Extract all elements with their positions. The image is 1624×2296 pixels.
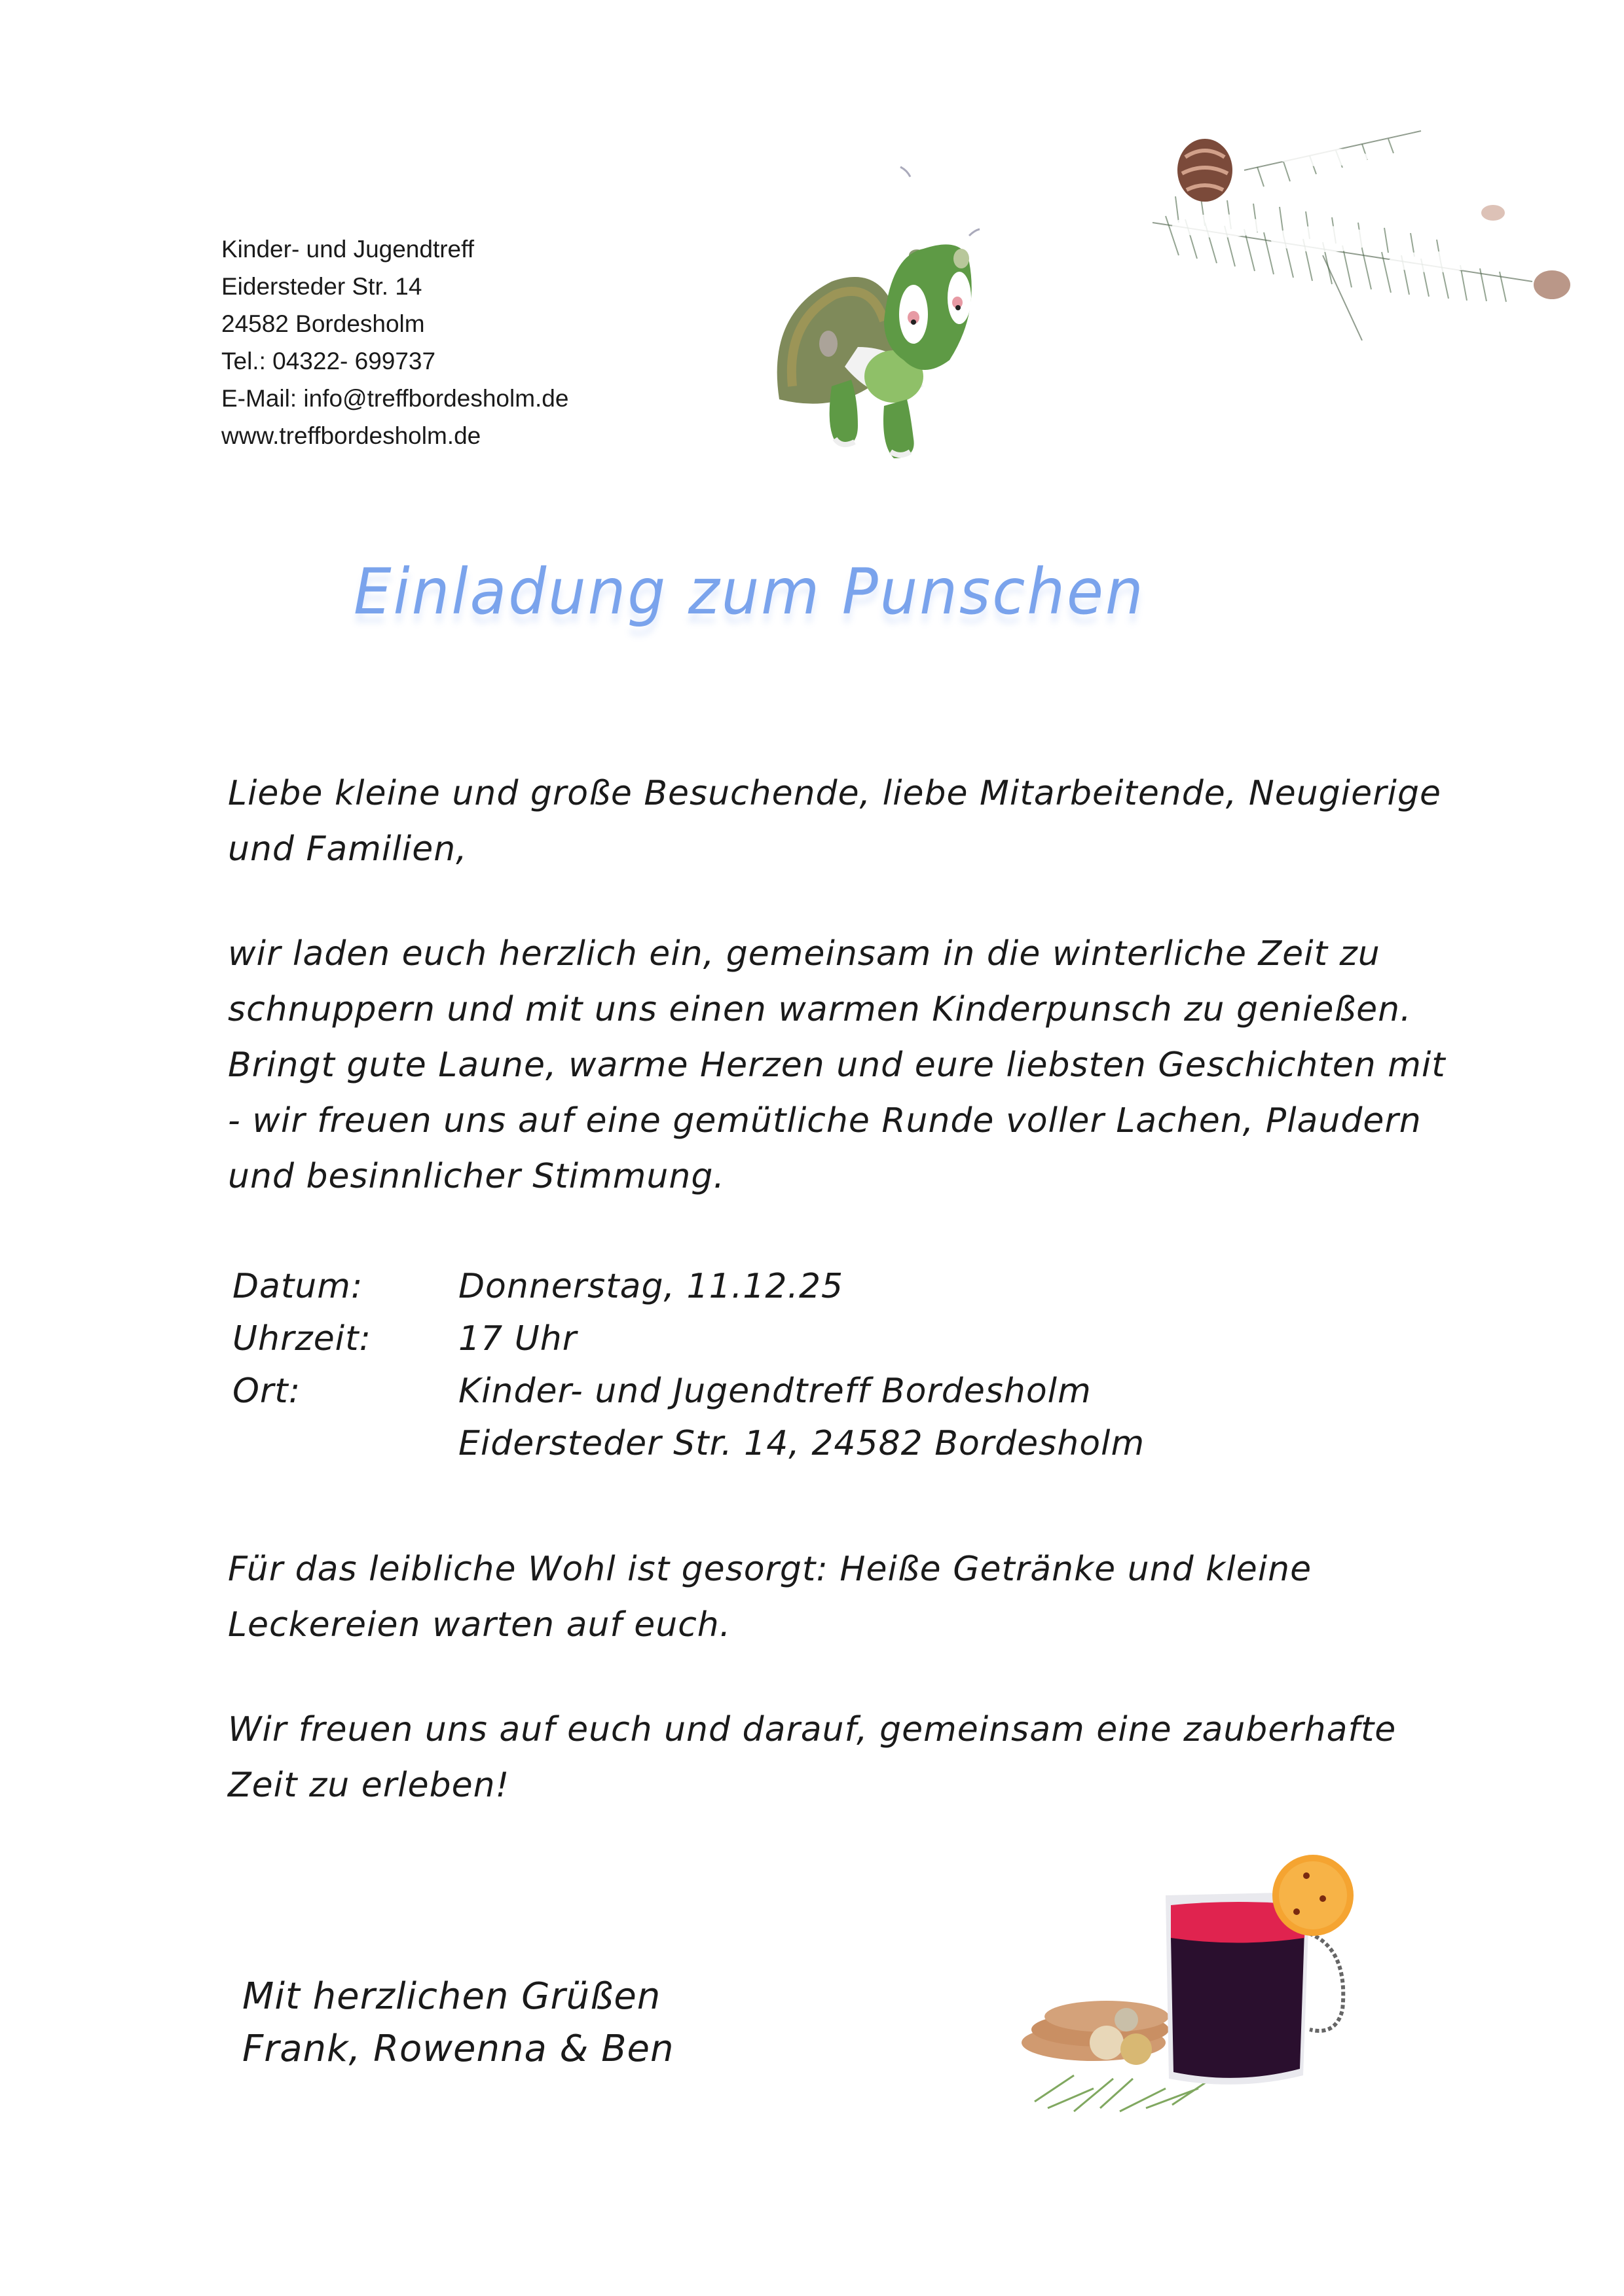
place-label: Ort:	[232, 1372, 301, 1411]
salutation: Mit herzlichen Grüßen	[242, 1975, 661, 2018]
time-label: Uhrzeit:	[232, 1319, 372, 1358]
detail-place-address	[232, 1417, 1145, 1470]
outro-line: Wir freuen uns auf euch und darauf, gemeinsam eine zauberhafte	[228, 1710, 1397, 1749]
intro-line: schnuppern und mit uns einen warmen Kinderpunsch zu genießen.	[228, 990, 1412, 1029]
intro-line: wir laden euch herzlich ein, gemeinsam in die winterliche Zeit zu	[228, 934, 1380, 974]
event-details	[232, 1260, 1145, 1470]
catering-paragraph	[228, 1542, 1312, 1653]
detail-place	[232, 1365, 1145, 1417]
place-value-name: Kinder- und Jugendtreff Bordesholm	[458, 1372, 1092, 1411]
sender-phone: Tel.: 04322- 699737	[221, 348, 436, 374]
spacer	[232, 1417, 458, 1470]
sender-street: Eidersteder Str. 14	[221, 273, 422, 300]
detail-time	[232, 1313, 1145, 1365]
fir-branch-icon	[1126, 105, 1585, 354]
closing-block	[242, 1971, 674, 2075]
greeting-line: und Familien,	[228, 829, 468, 869]
catering-line: Leckereien warten auf euch.	[228, 1605, 731, 1645]
sender-city: 24582 Bordesholm	[221, 310, 425, 337]
catering-line: Für das leibliche Wohl ist gesorgt: Heiße Getränke und kleine	[228, 1550, 1312, 1589]
date-label: Datum:	[232, 1267, 363, 1306]
greeting-paragraph	[228, 766, 1441, 877]
greeting-line: Liebe kleine und große Besuchende, liebe Mitarbeitende, Neugierige	[228, 774, 1441, 813]
sender-address	[221, 230, 568, 454]
time-value: 17 Uhr	[458, 1319, 578, 1358]
page-title: Einladung zum Punschen	[354, 555, 1145, 629]
sender-name: Kinder- und Jugendtreff	[221, 236, 475, 263]
punch-mug-icon	[1022, 1833, 1428, 2121]
detail-date	[232, 1260, 1145, 1313]
intro-line: und besinnlicher Stimmung.	[228, 1157, 725, 1196]
turtle-mascot-icon	[753, 151, 1015, 465]
intro-line: - wir freuen uns auf eine gemütliche Runde voller Lachen, Plaudern	[228, 1101, 1422, 1140]
outro-line: Zeit zu erleben!	[228, 1766, 510, 1805]
signature: Frank, Rowenna & Ben	[242, 2028, 674, 2070]
place-value-address: Eidersteder Str. 14, 24582 Bordesholm	[458, 1424, 1145, 1463]
sender-email: E-Mail: info@treffbordesholm.de	[221, 385, 569, 412]
intro-paragraph	[228, 926, 1446, 1205]
outro-paragraph	[228, 1702, 1396, 1813]
sender-website: www.treffbordesholm.de	[221, 422, 481, 449]
intro-line: Bringt gute Laune, warme Herzen und eure liebsten Geschichten mit	[228, 1046, 1446, 1085]
date-value: Donnerstag, 11.12.25	[458, 1267, 844, 1306]
